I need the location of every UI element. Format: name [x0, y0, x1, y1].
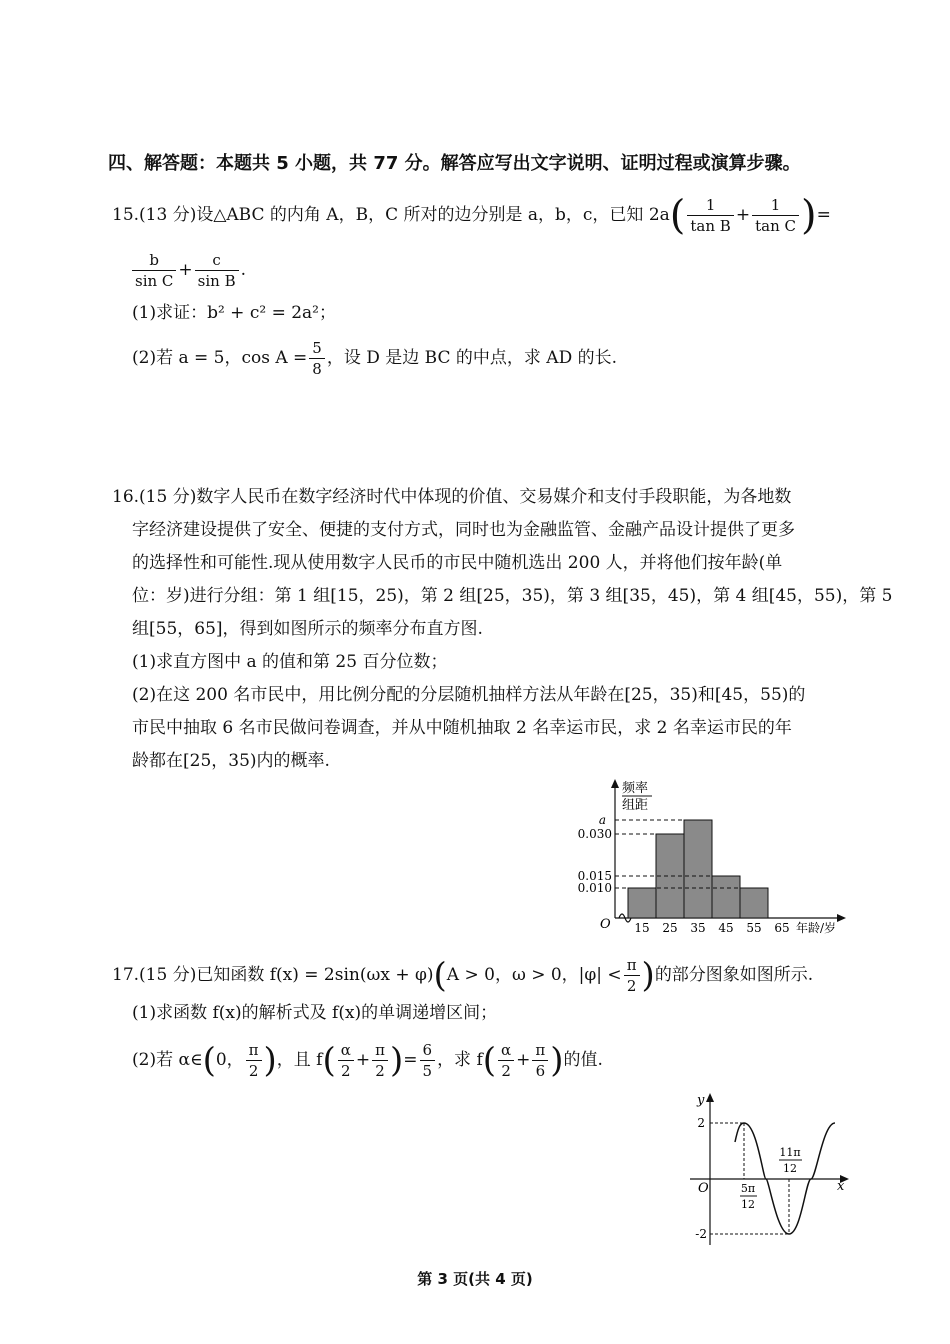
- graph-x1-den: 12: [741, 1198, 755, 1211]
- q15-frac2: $\frac{1}{\text{tan C}}$: [752, 195, 799, 236]
- graph-x1-num: 5π: [740, 1182, 756, 1195]
- q16-line-3: 的选择性和可能性.现从使用数字人民币的市民中随机选出 200 人，并将他们按年龄(单: [132, 553, 783, 573]
- sine-graph: [685, 1090, 855, 1250]
- hist-y-tick-a: a: [598, 813, 606, 827]
- hist-y-tick-0.015: 0.015: [577, 869, 612, 883]
- q16-part2-line-2: 市民中抽取 6 名市民做问卷调查，并从中随机抽取 2 名幸运市民，求 2 名幸运市民的年: [132, 718, 792, 738]
- q17-part1: (1)求函数 f(x)的解析式及 f(x)的单调递增区间；: [132, 1003, 498, 1023]
- hist-y-label-bottom: 组距: [622, 798, 649, 813]
- section-title: 四、解答题：本题共 5 小题，共 77 分。解答应写出文字说明、证明过程或演算步骤。: [108, 153, 801, 174]
- q15-frac4: $\frac{c}{\text{sin B}}$: [195, 250, 239, 291]
- hist-bar-35-45: [684, 820, 712, 918]
- hist-bar-55-65: [740, 888, 768, 918]
- graph-y-top: 2: [697, 1116, 705, 1130]
- hist-x-label: 年龄/岁: [796, 921, 837, 935]
- q17-stem: 17.(15 分)已知函数 f(x) = 2sin(ωx + φ)(A > 0，ω > 0，|φ| < $\frac{\pi}{2}$ )的部分图象如图所示.: [112, 955, 814, 996]
- hist-bar-45-55: [712, 876, 740, 918]
- graph-origin: O: [698, 1181, 709, 1196]
- q16-line-1: 16.(15 分)数字人民币在数字经济时代中体现的价值、交易媒介和支付手段职能，为各地数: [112, 487, 792, 507]
- q15-part2: (2)若 a = 5，cos A = $\frac{5}{8}$ ，设 D 是边 BC 的中点，求 AD 的长.: [132, 339, 618, 378]
- q15-part1: (1)求证：b² + c² = 2a²；: [132, 303, 336, 323]
- q15-stem: 15.(13 分)设△ABC 的内角 A，B，C 所对的边分别是 a，b，c，已知 2a( $\frac{1}{\text{tan B}}$ + $\frac{1}{\text{tan C}}$ )=: [112, 192, 831, 239]
- hist-x-tick-45: 45: [718, 921, 734, 935]
- hist-y-tick-0.030: 0.030: [577, 827, 612, 841]
- hist-x-tick-35: 35: [690, 921, 706, 935]
- q16-part2-line-1: (2)在这 200 名市民中，用比例分配的分层随机抽样方法从年龄在[25，35)和[45，55)的: [132, 685, 806, 705]
- page-footer: 第 3 页(共 4 页): [417, 1270, 533, 1288]
- graph-y-axis-label: y: [697, 1093, 705, 1108]
- graph-x2-den: 12: [783, 1162, 797, 1175]
- q16-line-5: 组[55，65]，得到如图所示的频率分布直方图.: [132, 619, 483, 639]
- q15-frac3: $\frac{b}{\text{sin C}}$: [132, 250, 176, 291]
- hist-origin: O: [600, 917, 611, 932]
- q16-line-4: 位：岁)进行分组：第 1 组[15，25)，第 2 组[25，35)，第 3 组[35，45)，第 4 组[45，55)，第 5: [132, 586, 893, 606]
- hist-bar-15-25: [628, 888, 656, 918]
- hist-x-tick-65: 65: [774, 921, 790, 935]
- hist-y-tick-0.010: 0.010: [577, 881, 612, 895]
- hist-y-label-top: 频率: [622, 781, 649, 796]
- hist-x-tick-15: 15: [634, 921, 650, 935]
- q15-lead: 15.(13 分)设△ABC 的内角 A，B，C 所对的边分别是 a，b，c，已知 2a: [112, 205, 670, 225]
- q16-part2-line-3: 龄都在[25，35)内的概率.: [132, 751, 330, 771]
- q16-line-2: 字经济建设提供了安全、便捷的支付方式，同时也为金融监管、金融产品设计提供了更多: [132, 520, 795, 540]
- q15-stem-cont: $\frac{b}{\text{sin C}}$ + $\frac{c}{\text{sin B}}$ .: [130, 250, 246, 291]
- q15-frac1: $\frac{1}{\text{tan B}}$: [687, 195, 733, 236]
- graph-y-bottom: -2: [695, 1227, 707, 1241]
- graph-x2-num: 11π: [779, 1146, 801, 1159]
- frequency-histogram: [570, 776, 855, 941]
- hist-x-tick-55: 55: [746, 921, 762, 935]
- q17-part2: (2)若 α∈(0， $\frac{\pi}{2}$ )，且 f( $\frac{\alpha}{2}$ + $\frac{\pi}{2}$ )= $\frac{6}{5}$ ，求 f( $\frac{\alpha}{2}$ + $\frac{\pi}{6}$ )的值.: [132, 1040, 603, 1081]
- q16-part1: (1)求直方图中 a 的值和第 25 百分位数；: [132, 652, 448, 672]
- hist-x-tick-25: 25: [662, 921, 678, 935]
- graph-x-axis-label: x: [837, 1179, 845, 1194]
